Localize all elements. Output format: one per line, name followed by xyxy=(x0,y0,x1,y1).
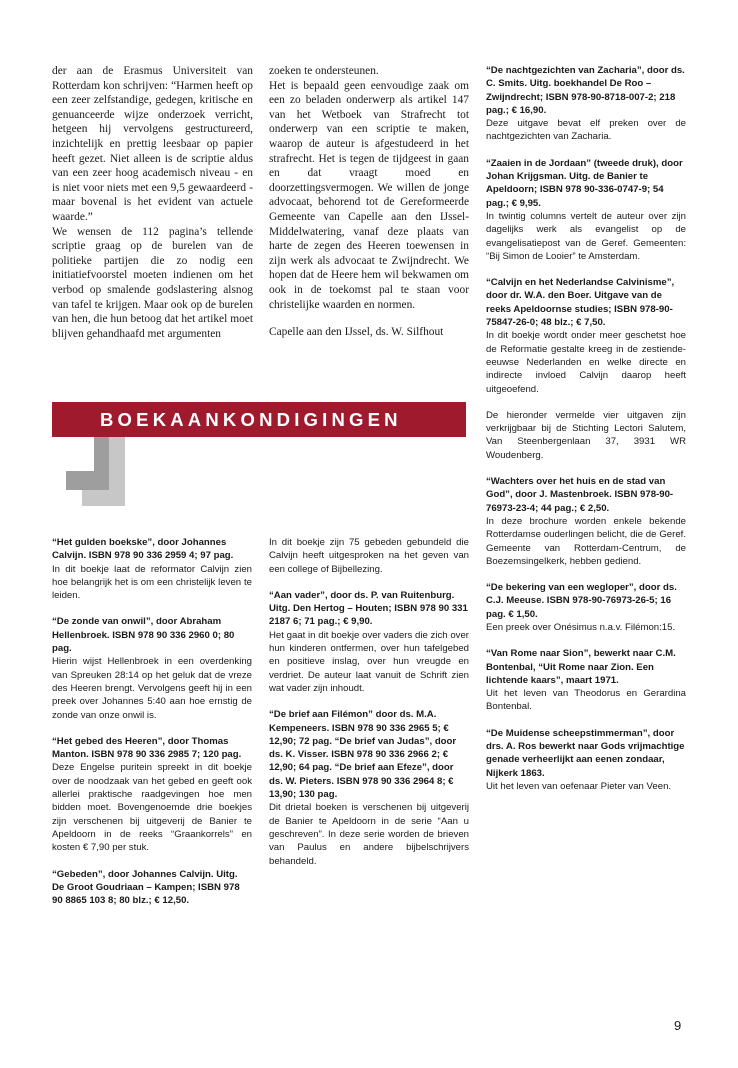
book-entry xyxy=(52,735,252,855)
book-description: In dit boekje zijn 75 gebeden gebundeld die Calvijn heeft uitgesproken na het geven van een college of Bijbellezing. xyxy=(269,537,469,575)
book-title: “Aan vader”, door ds. P. van Ruitenburg. Uitg. Den Hertog – Houten; ISBN 978 90 331 2187 6; 71 pag.; € 9,90. xyxy=(269,589,468,628)
banner-notch xyxy=(52,437,94,471)
book-title: “De zonde van onwil”, door Abraham Hellenbroek. ISBN 978 90 336 2960 0; 80 pag. xyxy=(52,616,235,655)
book-description: Hierin wijst Hellenbroek in een overdenking van Spreuken 28:14 op het geluk dat de vreze des Heeren brengt. Vervolgens geeft hij in een preek over Johannes 5:40 aan hoe ernstig de zonde van onze onwil is. xyxy=(52,656,252,721)
book-title: “Calvijn en het Nederlandse Calvinisme”, door dr. W.A. den Boer. Uitgave van de reeks Apeldoornse studies; ISBN 978-90-75847-26-0; 48 blz.; € 7,50. xyxy=(486,277,675,329)
book-column-left xyxy=(52,536,252,907)
book-description: In dit boekje laat de reformator Calvijn zien hoe belangrijk het is om een christelijk leven te leiden. xyxy=(52,563,252,602)
book-entry xyxy=(269,708,469,868)
book-entry xyxy=(52,536,252,602)
book-entry xyxy=(486,727,686,793)
book-description: In deze brochure worden enkele bekende Rotterdamse ouderlingen belicht, die de Geref. Gemeente van Rotterdam-Centrum, de Boezemsingelkerk, hebben gediend. xyxy=(486,515,686,567)
book-description: Uit het leven van oefenaar Pieter van Veen. xyxy=(486,780,672,792)
signature: Capelle aan den IJssel, ds. W. Silfhout xyxy=(269,326,444,339)
article-paragraph: der aan de Erasmus Universiteit van Rotterdam kon schrijven: “Harmen heeft op een zeer zelfstandige, gedegen, kritische en genuanceerde wijze onderzoek verricht, hetgeen hij vervolgens gestructureerd, inzichtelijk en prettig leesbaar op papier heeft gezet. Niet alleen is de scriptie aldus van een zeer hoog academisch niveau - en is niet voor niets met een 9,5 gewaardeerd - maar bovenal is het evident van actuele waarde.” xyxy=(52,65,253,223)
article-paragraph: Het is bepaald geen eenvoudige zaak om een zo beladen onderwerp als artikel 147 van het Wetboek van Strafrecht tot onderwerp van een scriptie te maken, waarop de auteur is afgestudeerd in het strafrecht. Het is tegen de tijdgeest in gaan en dat vraagt moed en doorzettingsvermogen. We willen de jonge advocaat, behorend tot de Gereformeerde Gemeente van Capelle aan den IJssel-Middelwatering, vanaf deze plaats van harte de zegen des Heeren toewensen in zijn werk als advocaat te Zwijndrecht. We hopen dat de Heere hem wil bekwamen om ook in de toekomst pal te staan voor christelijke waarden en normen. xyxy=(269,79,469,311)
book-entry xyxy=(486,475,686,568)
book-column-right xyxy=(486,64,686,793)
book-description: In dit boekje wordt onder meer geschetst hoe de Reformatie gestalte kreeg in de zestiende-eeuwse Nederlanden en welke directe en indirecte invloed Calvijn daarop heeft uitgeoefend. xyxy=(486,330,686,395)
book-title: “Wachters over het huis en de stad van God”, door J. Mastenbroek. ISBN 978-90-76973-23-4; 44 pag.; € 2,50. xyxy=(486,476,674,514)
book-title: “De brief aan Filémon” door ds. M.A. Kempeneers. ISBN 978 90 336 2965 5; € 12,90; 72 pag. “De brief van Judas”, door ds. K. Visser. ISBN 978 90 336 2966 2; € 12,90; 64 pag. “De brief aan Efeze”, door ds. W. Pieters. ISBN 978 90 336 2964 8; € 13,90; 130 pag. xyxy=(269,709,457,801)
page-number: 9 xyxy=(674,1018,682,1033)
article-paragraph: zoeken te ondersteunen. xyxy=(269,65,379,77)
book-entry xyxy=(52,868,252,908)
book-entry xyxy=(486,581,686,634)
book-title: “De bekering van een wegloper”, door ds. C.J. Meeuse. ISBN 978-90-76973-26-5; 16 pag. € 1,50. xyxy=(486,582,677,620)
book-entry xyxy=(52,615,252,721)
book-title: “Het gulden boekske”, door Johannes Calvijn. ISBN 978 90 336 2959 4; 97 pag. xyxy=(52,537,234,562)
book-entry xyxy=(486,647,686,713)
book-description: Uit het leven van Theodorus en Gerardina Bontenbal. xyxy=(486,688,686,713)
book-entry xyxy=(486,276,686,396)
book-title: “Gebeden”, door Johannes Calvijn. Uitg. De Groot Goudriaan – Kampen; ISBN 978 90 8865 103 8; 80 blz.; € 12,50. xyxy=(52,868,240,907)
book-description: Deze uitgave bevat elf preken over de nachtgezichten van Zacharia. xyxy=(486,118,686,143)
book-description: Dit drietal boeken is verschenen bij uitgeverij de Banier te Apeldoorn in de serie “Aan u geschreven”. In deze serie worden de brieven van Paulus en andere bijbelschrijvers behandeld. xyxy=(269,802,469,867)
book-title: “Van Rome naar Sion”, bewerkt naar C.M. Bontenbal, “Uit Rome naar Zion. Een lichtende kaars”, maart 1971. xyxy=(486,648,676,686)
book-description: Een preek over Onésimus n.a.v. Filémon:15. xyxy=(486,621,676,633)
book-title: “Zaaien in de Jordaan” (tweede druk), door Johan Krijgsman. Uitg. de Banier te Apeldoorn; ISBN 978 90-336-0747-9; 54 pag.; € 9,95. xyxy=(486,157,683,209)
book-description: Het gaat in dit boekje over vaders die zich over hun kinderen ontfermen, over hun tafelgebed en positieve inslag, over hun vreugde en verdriet. De auteur laat vanuit de Schrift zien wat vader zijn inhoudt. xyxy=(269,629,469,694)
article-paragraph: We wensen de 112 pagina’s tellende scriptie graag op de burelen van de politieke partijen die zo nodig een initiatiefvoorstel moeten indienen om het verbod op smalende godslastering alsnog van tafel te krijgen. Maar ook op de burelen van hen, die hun betoog dat het artikel moet blijven gehandhaafd met argumenten xyxy=(52,225,253,340)
book-description: Deze Engelse puritein spreekt in dit boekje over de noodzaak van het gebed en geeft ook allerlei praktische raadgevingen hoe men bidden moet. Bovengenoemde drie boekjes zijn verschenen bij uitgeverij de Banier te Apeldoorn in de reeks “Graankorrels” en kosten € 7,90 per stuk. xyxy=(52,762,252,854)
book-entry xyxy=(269,589,469,695)
book-title: “De Muidense scheepstimmerman”, door drs. A. Ros bewerkt naar Gods vrijmachtige genade verheerlijkt aan eenen zondaar, Nijkerk 1863. xyxy=(486,727,685,779)
section-title: BOEKAANKONDIGINGEN xyxy=(100,409,402,430)
availability-note: De hieronder vermelde vier uitgaven zijn verkrijgbaar bij de Stichting Lectori Salutem, Van Steenbergenlaan 37, 3931 WR Woudenberg. xyxy=(486,409,686,461)
book-entry xyxy=(486,157,686,263)
book-title: “De nachtgezichten van Zacharia”, door ds. C. Smits. Uitg. boekhandel De Roo – Zwijndrecht; ISBN 978-90-8718-007-2; 218 pag.; € 16,90. xyxy=(486,65,685,116)
book-description: In twintig columns vertelt de auteur over zijn dagelijks werk als evangelist op de evangelisatiepost van de Geref. Gemeenten: “Bij Simon de Looier” te Amsterdam. xyxy=(486,210,686,262)
book-title: “Het gebed des Heeren”, door Thomas Manton. ISBN 978 90 336 2985 7; 120 pag. xyxy=(52,735,242,761)
intro-column-left xyxy=(52,64,253,341)
intro-column-middle xyxy=(269,64,469,340)
book-column-middle xyxy=(269,536,469,868)
book-entry xyxy=(486,64,686,144)
